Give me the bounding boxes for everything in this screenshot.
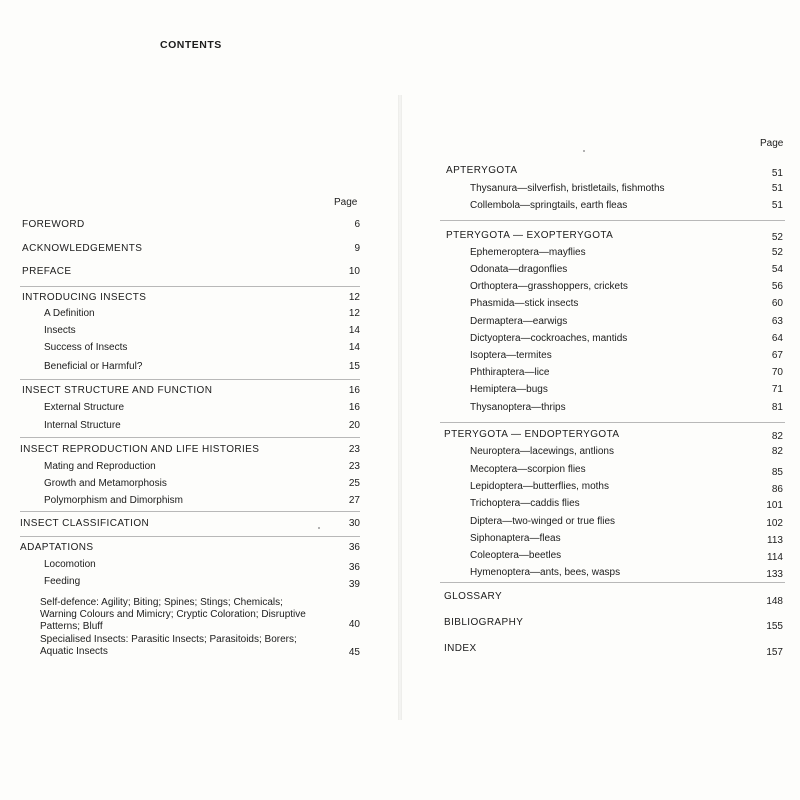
toc-entry-page: 157: [766, 647, 783, 658]
section-divider: [20, 437, 360, 438]
toc-entry-page: 133: [766, 569, 783, 580]
toc-entry[interactable]: [444, 591, 783, 605]
contents-title: CONTENTS: [160, 39, 222, 51]
toc-entry-title: INSECT REPRODUCTION AND LIFE HISTORIES: [20, 444, 260, 455]
section-divider: [20, 286, 360, 287]
toc-entry-title: ACKNOWLEDGEMENTS: [22, 243, 143, 254]
toc-entry-page: 64: [771, 333, 783, 344]
toc-entry[interactable]: [22, 266, 360, 280]
toc-entry-title: INSECT STRUCTURE AND FUNCTION: [22, 385, 213, 396]
toc-entry-page: 52: [771, 232, 783, 243]
toc-entry-title: PREFACE: [22, 266, 72, 277]
toc-subentry[interactable]: [470, 333, 783, 347]
toc-entry-page: 60: [771, 298, 783, 309]
toc-entry[interactable]: [444, 429, 783, 443]
toc-subentry[interactable]: [470, 200, 783, 214]
toc-entry-title: INSECT CLASSIFICATION: [20, 518, 150, 529]
toc-entry-title: Feeding: [44, 576, 81, 587]
toc-entry-title: PTERYGOTA — ENDOPTERYGOTA: [444, 429, 620, 440]
paper-speck: [318, 527, 320, 529]
toc-subentry[interactable]: [44, 559, 360, 573]
toc-entry-title: Odonata—dragonflies: [470, 264, 568, 275]
toc-entry-page: 114: [767, 552, 783, 563]
toc-entry-title: Hemiptera—bugs: [470, 384, 548, 395]
toc-subentry[interactable]: [44, 495, 360, 509]
toc-entry-page: 86: [771, 484, 783, 495]
toc-entry-title: INDEX: [444, 643, 477, 654]
toc-entry-title: Trichoptera—caddis flies: [470, 498, 580, 509]
toc-entry-page: 12: [348, 308, 360, 319]
toc-entry-title: Phasmida—stick insects: [470, 298, 579, 309]
toc-entry[interactable]: [444, 617, 783, 631]
toc-subentry[interactable]: [470, 316, 783, 330]
toc-entry-title: Isoptera—termites: [470, 350, 552, 361]
toc-subentry[interactable]: [40, 634, 360, 674]
toc-entry-page: 25: [348, 478, 360, 489]
toc-entry-page: 16: [348, 402, 360, 413]
toc-entry-page: 16: [348, 385, 360, 396]
toc-entry-title: Coleoptera—beetles: [470, 550, 562, 561]
toc-entry-title: Self-defence: Agility; Biting; Spines; Stings; Chemicals; Warning Colours and Mimicry; Cryptic Coloration; Disruptive Patterns; Bluff: [40, 597, 306, 632]
toc-entry-page: 82: [771, 446, 783, 457]
toc-subentry[interactable]: [44, 576, 360, 590]
section-divider: [20, 536, 360, 537]
toc-entry-title: Dictyoptera—cockroaches, mantids: [470, 333, 628, 344]
toc-subentry[interactable]: [44, 342, 360, 356]
toc-subentry[interactable]: [470, 481, 783, 495]
toc-entry-page: 63: [771, 316, 783, 327]
toc-entry-title: GLOSSARY: [444, 591, 503, 602]
toc-entry-title: Thysanura—silverfish, bristletails, fishmoths: [470, 183, 665, 194]
toc-entry[interactable]: [20, 518, 360, 532]
toc-entry-page: 45: [348, 647, 360, 658]
toc-entry-page: 14: [348, 342, 360, 353]
toc-entry-title: A Definition: [44, 308, 95, 319]
section-divider: [20, 511, 360, 512]
toc-entry-title: Locomotion: [44, 559, 96, 570]
toc-entry-title: Neuroptera—lacewings, antlions: [470, 446, 614, 457]
toc-subentry[interactable]: [470, 533, 783, 547]
toc-entry-title: Growth and Metamorphosis: [44, 478, 167, 489]
toc-entry-page: 148: [766, 596, 783, 607]
toc-entry-title: ADAPTATIONS: [20, 542, 94, 553]
toc-entry-title: Hymenoptera—ants, bees, wasps: [470, 567, 621, 578]
toc-entry-title: Ephemeroptera—mayflies: [470, 247, 586, 258]
toc-entry-page: 51: [771, 168, 783, 179]
toc-subentry[interactable]: [470, 350, 783, 364]
toc-entry-page: 52: [771, 247, 783, 258]
toc-entry-title: APTERYGOTA: [446, 165, 518, 176]
toc-subentry[interactable]: [470, 247, 783, 261]
toc-entry[interactable]: [22, 219, 360, 233]
toc-subentry[interactable]: [470, 516, 783, 530]
left-page-column-header: Page: [334, 197, 358, 208]
right-page-column-header: Page: [760, 138, 784, 149]
toc-entry-title: Phthiraptera—lice: [470, 367, 550, 378]
toc-subentry[interactable]: [470, 498, 783, 512]
toc-entry[interactable]: [20, 444, 360, 458]
toc-subentry[interactable]: [44, 361, 360, 375]
toc-entry-page: 36: [348, 542, 360, 553]
toc-subentry[interactable]: [44, 308, 360, 322]
toc-entry-page: 14: [348, 325, 360, 336]
toc-subentry[interactable]: [470, 550, 783, 564]
toc-entry-page: 27: [348, 495, 360, 506]
toc-subentry[interactable]: [44, 325, 360, 339]
toc-entry-page: 36: [348, 562, 360, 573]
toc-entry-page: 51: [771, 200, 783, 211]
toc-entry-page: 54: [771, 264, 783, 275]
toc-entry-page: 9: [354, 243, 360, 254]
toc-entry-page: 101: [766, 500, 783, 511]
toc-entry-page: 85: [771, 467, 783, 478]
toc-entry-page: 102: [766, 518, 783, 529]
toc-subentry[interactable]: [44, 461, 360, 475]
toc-subentry[interactable]: [44, 420, 360, 434]
toc-entry-title: Dermaptera—earwigs: [470, 316, 568, 327]
toc-entry-title: Thysanoptera—thrips: [470, 402, 566, 413]
toc-entry-title: Orthoptera—grasshoppers, crickets: [470, 281, 628, 292]
section-divider: [440, 220, 785, 221]
toc-entry-title: Insects: [44, 325, 76, 336]
toc-subentry[interactable]: [44, 478, 360, 492]
section-divider: [20, 379, 360, 380]
toc-entry-page: 15: [348, 361, 360, 372]
toc-entry-page: 10: [348, 266, 360, 277]
toc-entry-page: 51: [771, 183, 783, 194]
toc-entry-title: INTRODUCING INSECTS: [22, 292, 147, 303]
toc-entry[interactable]: [446, 165, 783, 179]
toc-entry-page: 20: [348, 420, 360, 431]
section-divider: [440, 422, 785, 423]
toc-entry-page: 81: [771, 402, 783, 413]
toc-entry-title: Lepidoptera—butterflies, moths: [470, 481, 609, 492]
toc-entry-title: Siphonaptera—fleas: [470, 533, 561, 544]
toc-subentry[interactable]: [470, 183, 783, 197]
toc-subentry[interactable]: [470, 402, 783, 416]
toc-entry-page: 113: [767, 535, 783, 546]
toc-entry-title: Polymorphism and Dimorphism: [44, 495, 183, 506]
toc-entry-page: 67: [771, 350, 783, 361]
toc-subentry[interactable]: [470, 446, 783, 460]
toc-entry[interactable]: [20, 542, 360, 556]
toc-subentry[interactable]: [44, 402, 360, 416]
toc-entry-page: 6: [354, 219, 360, 230]
toc-entry-page: 155: [766, 621, 783, 632]
toc-entry-page: 40: [348, 619, 360, 630]
toc-subentry[interactable]: [470, 567, 783, 581]
toc-entry-title: Mating and Reproduction: [44, 461, 156, 472]
toc-entry-title: External Structure: [44, 402, 125, 413]
toc-entry-title: FOREWORD: [22, 219, 85, 230]
toc-subentry[interactable]: [40, 597, 360, 637]
toc-entry[interactable]: [22, 243, 360, 257]
toc-entry-page: 39: [348, 579, 360, 590]
toc-entry-title: Mecoptera—scorpion flies: [470, 464, 586, 475]
toc-entry[interactable]: [22, 292, 360, 306]
toc-subentry[interactable]: [470, 281, 783, 295]
toc-entry-page: 23: [348, 461, 360, 472]
toc-entry-page: 30: [348, 518, 360, 529]
toc-subentry[interactable]: [470, 298, 783, 312]
toc-subentry[interactable]: [470, 464, 783, 478]
toc-entry-page: 70: [771, 367, 783, 378]
toc-entry[interactable]: [446, 230, 783, 244]
paper-speck: [583, 150, 585, 152]
toc-entry-page: 56: [771, 281, 783, 292]
toc-entry[interactable]: [444, 643, 783, 657]
toc-subentry[interactable]: [470, 367, 783, 381]
toc-entry-title: PTERYGOTA — EXOPTERYGOTA: [446, 230, 614, 241]
toc-entry-page: 23: [348, 444, 360, 455]
toc-subentry[interactable]: [470, 384, 783, 398]
toc-entry-page: 12: [348, 292, 360, 303]
toc-entry[interactable]: [22, 385, 360, 399]
toc-entry-title: BIBLIOGRAPHY: [444, 617, 524, 628]
toc-entry-title: Beneficial or Harmful?: [44, 361, 143, 372]
toc-entry-title: Specialised Insects: Parasitic Insects; Parasitoids; Borers; Aquatic Insects: [40, 634, 297, 657]
toc-subentry[interactable]: [470, 264, 783, 278]
toc-entry-title: Collembola—springtails, earth fleas: [470, 200, 628, 211]
toc-entry-title: Diptera—two-winged or true flies: [470, 516, 616, 527]
toc-entry-title: Internal Structure: [44, 420, 121, 431]
section-divider: [440, 582, 785, 583]
toc-entry-title: Success of Insects: [44, 342, 128, 353]
toc-entry-page: 82: [771, 431, 783, 442]
toc-entry-page: 71: [771, 384, 783, 395]
